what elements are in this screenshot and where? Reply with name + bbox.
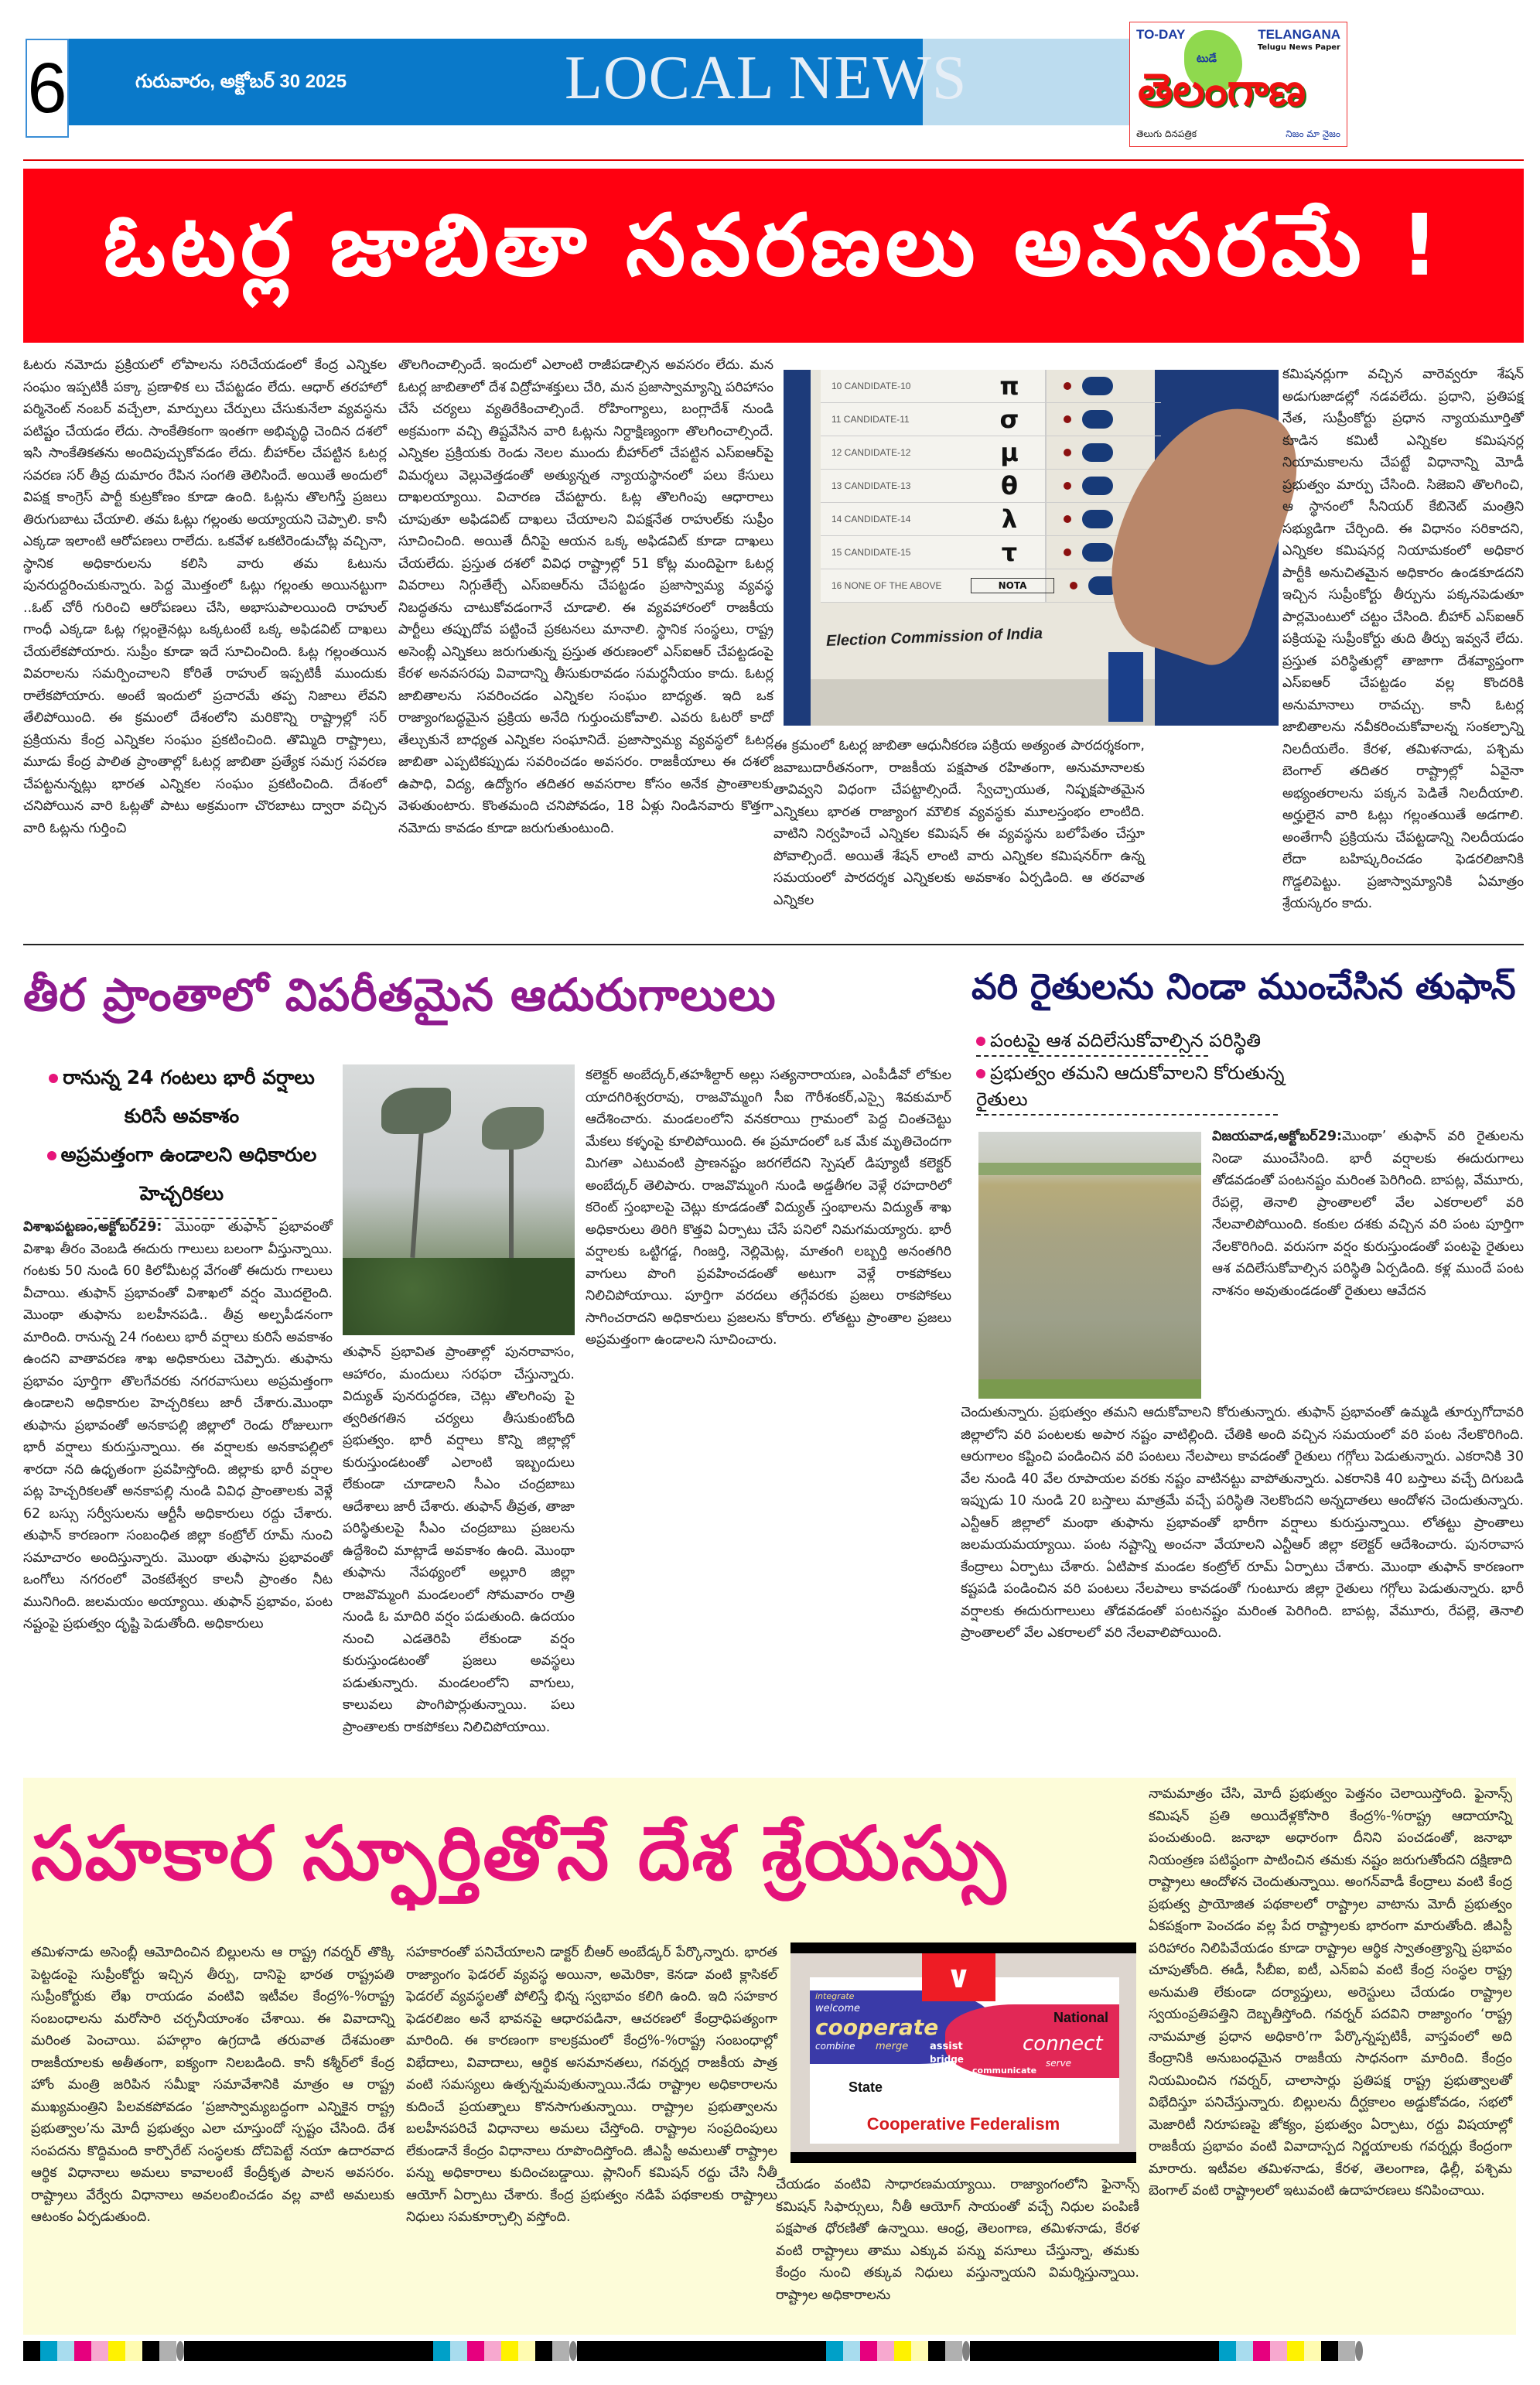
evm-symbol: μ [1000,438,1019,467]
evm-candidate-label: 16 NONE OF THE ABOVE [831,580,942,591]
article4-column-2 [406,1942,777,2332]
article3-column-1 [1212,1126,1524,1381]
cyclone-photo [343,1064,575,1335]
registration-swatch [826,2341,843,2361]
word-cloud-welcome: welcome [815,2003,861,2014]
evm-vote-button [1082,410,1113,429]
evm-candidate-row [821,436,1161,470]
evm-symbol: π [999,371,1019,401]
subhead-text: అప్రమత్తంగా ఉండాలని అధికారుల హెచ్చరికలు [60,1143,317,1204]
registration-swatch [57,2341,74,2361]
article1-column-2 [398,354,773,927]
article2-subheads [27,1058,336,1219]
registration-swatch [484,2341,501,2361]
article2-column-2 [343,1341,575,1735]
word-cloud-integrate: integrate [815,1991,855,2001]
logo-telangana: TELANGANA [1258,27,1340,42]
registration-swatch [1321,2341,1338,2361]
registration-swatch [467,2341,484,2361]
article4-column-3 [776,2174,1139,2332]
evm-candidate-row [821,536,1161,569]
word-cloud-assist: assist [930,2041,963,2052]
label-state: State [849,2079,883,2095]
article4-column-4 [1149,1783,1512,2332]
evm-vote-button [1082,377,1113,395]
registration-swatch [74,2341,91,2361]
evm-lamp [1064,515,1071,523]
registration-swatch [450,2341,467,2361]
paddy-field-photo [978,1132,1201,1399]
registration-swatch [91,2341,108,2361]
image-title: Cooperative Federalism [866,2114,1060,2134]
registration-swatch [433,2341,450,2361]
article4-text: చేయడం వంటివి సాధారణమయ్యాయి. రాజ్యాంగంలోని ఫైనాన్స్ కమిషన్ సిఫార్సులు, నీతీ ఆయోగ్ సాయంతో వచ్చే నిధుల పంపిణీ పక్షపాత ధోరణితో ఉన్నాయి. ఆంధ్ర, తెలంగాణ, తమిళనాడు, కేరళ వంటి రాష్ట్రాలు తాము ఎక్కువ పన్ను వసూలు చేస్తున్నా, తమకు కేంద్రం నుంచి తక్కువ నిధులు వస్తున్నాయని విమర్శిస్తున్నాయి. రాష్ట్రాల అధికారాలను [776,2177,1139,2303]
logo-name: తెలంగాణ [1138,63,1306,116]
article4-text: నామమాత్రం చేసి, మోదీ ప్రభుత్వం పెత్తనం చెలాయిస్తోంది. ఫైనాన్స్ కమిషన్ ప్రతి అయిదేళ్లకోసారి కేంద్ర%-%రాష్ట్ర ఆదాయాన్ని పంచుతుంది. జనాభా అధారంగా దీనిని పంచడంతో, జనాభా నియంత్రణ పటిష్ఠంగా పాటించిన తమకు నష్టం జరుగుతోందని దక్షిణాది రాష్ట్రాలు ఆందోళన చెందుతున్నాయి. అంగన్‌వాడీ కేంద్రాలు వంటి కేంద్ర ప్రభుత్వ ప్రాయోజిత పథకాలలో రాష్ట్రాల వాటాను మోదీ ప్రభుత్వం ఏకపక్షంగా పెంచడం వల్ల పేద రాష్ట్రాలకు భారంగా మారుతోంది. జీఎస్టీ పరిహారం నిలిపివేయడం కూడా రాష్ట్రాల ఆర్థిక స్వాతంత్ర్యాన్ని ప్రభావం చూపుతోంది. ఈడీ, సీబీఐ, ఐటీ, ఎన్ఐఏ వంటి కేంద్ర సంస్థల రాష్ట్ర అనుమతి లేకుండా దర్యాప్తులు, అరెస్టులు చేయడం రాష్ట్రాల స్వయంప్రతిపత్తిని దెబ్బతీస్తోంది. గవర్నర్ పదవిని రాజ్యాంగం ‘రాష్ట్ర నామమాత్ర ప్రధాన అధికారి’గా పేర్కొన్నప్పటికీ, వాస్తవంలో అది కేంద్రానికి అనుబంధమైన రాజకీయ సాధనంగా మారింది. కేంద్రం నియమించిన గవర్నర్, చాలాసార్లు ప్రతిపక్ష రాష్ట్ర ప్రభుత్వాలతో విభేదిస్తూ పనిచేస్తున్నారు. బిల్లులను దీర్ఘకాలం అడ్డుకోవడం, సభలో మెజారిటీ నిరూపణపై జోక్యం, ప్రభుత్వం ఏర్పాటు, రద్దు విషయాల్లో రాజకీయ ప్రభావం వంటి వివాదాస్పద నిర్ణయాలకు గవర్నర్లు కేంద్రంగా మారారు. ఇటీవల తమిళనాడు, కేరళ, తెలంగాణ, ఢిల్లీ, పశ్చిమ బెంగాల్ వంటి రాష్ట్రాలలో ఇటువంటి ఉదాహరణలు కనిపించాయి. [1149,1786,1512,2199]
word-cloud-serve: serve [1046,2058,1072,2069]
registration-swatch [569,2341,577,2361]
article4-headline: సహకార స్ఫూర్తితోనే దేశ శ్రేయస్సు [31,1810,1008,1897]
registration-swatch [860,2341,877,2361]
evm-vote-button [1082,543,1113,562]
registration-swatch [176,2341,184,2361]
article1-text: తొలగించాల్సిందే. ఇందులో ఎలాంటి రాజీపడాల్సిన అవసరం లేదు. మన ఓటర్ల జాబితాలో దేశ విద్రోహశక్తులు చేరి, మన ప్రజాస్వామ్యాన్ని పరిహాసం చేసే చర్యలు వ్యతిరేకించాల్సిందే. రోహింగ్యాలు, బంగ్లాదేశ్ నుండి అక్రమంగా వచ్చి తిష్టవేసిన వారి ఓట్లను నిర్దాక్షిణ్యంగా తొలగించాల్సిందే. ఎన్నికల ప్రక్రియకు రెండు నెలల ముందు బీహార్‌లో చేపట్టిన ఎస్‌ఐఆర్‌పై విమర్శలు వెల్లువెత్తడంతో అత్యున్నత న్యాయస్థానంలో పలు కేసులు దాఖలయ్యాయి. విచారణ చేపట్టారు. ఓట్ల తొలగింపు ఆధారాలు చూపుతూ అఫిడవిట్ దాఖలు చేయాలని విపక్షనేత రాహుల్‌కు సుప్రీం సూచించింది. అయితే దీనిపై ఆయన ఒక్క అఫిడవిట్ కూడా దాఖలు చేయలేదు. ప్రస్తుత దశలో వివిధ రాష్ట్రాల్లో 51 కోట్ల మందిపైగా ఓటర్ల వివరాలు నిగ్గుతేల్చే ఎస్‌ఐఆర్‌ను చేపట్టడం ప్రజాస్వామ్య వ్యవస్థ నిబద్ధతను చాటుకోవడంగానే చూడాలి. ఈ వ్యవహారంలో రాజకీయ పార్టీలు తప్పుదోవ పట్టించే ప్రకటనలు మానాలి. స్థానిక సంస్థలు, రాష్ట్ర అసెంబ్లీ ఎన్నికలు జరుగుతున్న ప్రస్తుత తరుణంలో ఎస్‌ఐఆర్ చేపట్టడంపై కేరళ అనవసరపు వివాదాన్ని తీసుకురావడం సమర్థనీయం కాదు. ఓటర్ల జాబితాలను సవరించడం ఎన్నికల సంఘం బాధ్యత. ఇది ఒక రాజ్యాంగబద్ధమైన ప్రక్రియ అనేది గుర్తుంచుకోవాలి. ఎవరు ఓటరో కాదో తేల్చుకునే బాధ్యత ఎన్నికల సంఘానిదే. ప్రజాస్వామ్య వ్యవస్థలో ఓటర్ల జాబితా ఎప్పటికప్పుడు సవరించడం అవసరం. రాజకీయాలు ఈ దశలో ఉపాధి, విద్య, ఉద్యోగం తదితర అవసరాల కోసం అనేక ప్రాంతాలకు వెళుతుంటారు. కొంతమంది చనిపోవడం, 18 ఏళ్లు నిండినవారు కొత్తగా నమోదు కావడం కూడా జరుగుతుంటుంది. [398,357,773,836]
bullet-icon [976,1037,985,1046]
label-national: National [1053,2010,1109,2025]
article3-text: మొంథా’ తుఫాన్ వరి రైతులను నిండా ముంచేసింది. భారీ వర్షాలకు ఈదురుగాలు తోడవడంతో పంటనష్టం మరింత పెరిగింది. బాపట్ల, వేమూరు, రేపల్లె, తెనాలి ప్రాంతాలలో వేల ఎకరాలలో వరి నేలవాలిపోయింది. కంకుల దశకు వచ్చిన వరి పంట పూర్తిగా నేలకొరిగింది. వరుసగా వర్షం కురుస్తుండంతో పంటపై రైతులు ఆశ వదిలేసుకోవాల్సిన పరిస్థితి ఏర్పడింది. కళ్ల ముందే పంట నాశనం అవుతుండడంతో రైతులు ఆవేదన [1212,1129,1524,1299]
article4-column-1 [31,1942,394,2332]
logo-subtitle: Telugu News Paper [1257,43,1340,52]
evm-candidate-row [821,470,1161,503]
article3-column-2 [961,1402,1524,1711]
article3-dateline: విజయవాడ,అక్టోబర్29: [1212,1129,1343,1144]
article2-text: తుఫాన్ ప్రభావిత ప్రాంతాల్లో పునరావాసం, ఆహారం, మందులు సరఫరా చేస్తున్నారు. విద్యుత్ పునరుద్ధరణ, చెట్లు తొలగింపు పై త్వరితగతిన చర్యలు తీసుకుంటోంది ప్రభుత్వం. భారీ వర్షాలు కొన్ని జిల్లాల్లో కురుస్తుండటంతో ఎలాంటి ఇబ్బందులు లేకుండా చూడాలని సీఎం చంద్రబాబు ఆదేశాలు జారీ చేశారు. తుఫాన్ తీవ్రత, తాజా పరిస్థితులపై సీఎం చంద్రబాబు ప్రజలను ఉద్దేశించి మాట్లాడే అవకాశం ఉంది. మొంథా తుఫాను నేపథ్యంలో అల్లూరి జిల్లా రాజవొమ్మంగి మండలంలో సోమవారం రాత్రి నుండి ఓ మాదిరి వర్షం పడుతుంది. ఉదయం నుంచి ఎడతెరిపి లేకుండా వర్షం కురుస్తుండటంతో ప్రజలు అవస్థలు పడుతున్నారు. మండలంలోని వాగులు, కాలువలు పొంగిపొర్లుతున్నాయి. పలు ప్రాంతాలకు రాకపోకలు నిలిచిపోయాయి. [343,1345,575,1735]
registration-swatch [1236,2341,1253,2361]
bullet-icon [976,1069,985,1078]
page-number: 6 [26,39,69,138]
evm-vote-button [1082,510,1113,528]
article3-headline: వరి రైతులను నిండా ముంచేసిన తుఫాన్ [971,965,1516,1007]
registration-swatch [159,2341,176,2361]
evm-candidate-label: 12 CANDIDATE-12 [831,447,911,458]
registration-black-block [970,2341,1202,2361]
registration-swatch [945,2341,962,2361]
evm-vote-button [1082,477,1113,495]
registration-swatch [1219,2341,1236,2361]
registration-swatch [1253,2341,1270,2361]
subhead-text: ప్రభుత్వం తమని ఆదుకోవాలని కోరుతున్న రైతులు [976,1062,1285,1110]
print-registration-bar [23,2341,1516,2361]
evm-lamp [1064,548,1071,556]
registration-swatch [1202,2341,1219,2361]
article2-column-1 [23,1216,333,1711]
registration-black-block [184,2341,416,2361]
evm-candidate-label: 11 CANDIDATE-11 [831,414,910,425]
subhead-text: రానున్న 24 గంటలు భారీ వర్షాలు కురిసే అవకాశం [63,1066,315,1127]
article4-text: సహకారంతో పనిచేయాలని డాక్టర్ బీఆర్ అంబేడ్కర్ పేర్కొన్నారు. భారత రాజ్యాంగం ఫెడరల్ వ్యవస్థ అయినా, అమెరికా, కెనడా వంటి క్లాసికల్ ఫెడరల్ వ్యవస్థలతో పోలిస్తే భిన్న స్వభావం కలిగి ఉంది. ఇది సహకార ఫెడరలిజం అనే భావనపై ఆధారపడినా, ఆచరణలో కేంద్రాధిపత్యంగా మారింది. ఈ కారణంగా కాలక్రమంలో కేంద్ర%-%రాష్ట్ర సంబంధాల్లో విభేదాలు, వివాదాలు, ఆర్థిక అసమానతలు, గవర్నర్ల రాజకీయ పాత్ర వంటి సమస్యలు ఉత్పన్నమవుతున్నాయి.నేడు రాష్ట్రాల అధికారాలను కుదించే ప్రయత్నాలు కొనసాగుతున్నాయి. రాష్ట్రాల ప్రభుత్వాలను బలహీనపరిచే విధానాలు అమలు చేస్తోంది. రాష్ట్రాల సంప్రదింపులు లేకుండానే కేంద్రం విధానాలు రూపొందిస్తోంది. జీఎస్టీ అమలుతో రాష్ట్రాల పన్ను అధికారాలు కుదించబడ్డాయి. ప్లానింగ్ కమిషన్ రద్దు చేసి నీతీ ఆయోగ్ ఏర్పాటు చేశారు. కేంద్ర ప్రభుత్వం నడిపే పథకాలకు రాష్ట్రాలు నిధులు సమకూర్చాల్సి వస్తోంది. [406,1945,777,2225]
registration-swatch [416,2341,433,2361]
registration-swatch [809,2341,826,2361]
registration-swatch [928,2341,945,2361]
evm-symbol: θ [1001,471,1018,501]
evm-lamp [1064,382,1071,390]
evm-lamp [1064,482,1071,490]
article1-column-1 [23,354,387,927]
logo-tag-left: తెలుగు దినపత్రిక [1136,128,1197,139]
registration-swatch [1287,2341,1304,2361]
article3-subhead [976,1060,1316,1112]
article1-headline: ఓటర్ల జాబితా సవరణలు అవసరమే ! [23,169,1524,343]
article1-text: కమిషనర్లుగా వచ్చిన వారెవ్వరూ శేషన్ అడుగుజాడల్లో నడవలేదు. ప్రధాని, ప్రతిపక్ష నేత, సుప్రీంకోర్టు ప్రధాన న్యాయమూర్తితో కూడిన కమిటీ ఎన్నికల కమిషనర్ల నియామకాలను చేపట్టే విధానాన్ని మోడీ ప్రభుత్వం మార్పు చేసింది. సిజెఐని తొలగించి, ఆ స్థానంలో సీనియర్ కేబినెట్ మంత్రిని సభ్యుడిగా చేర్చింది. ఈ విధానం సరికాదని, ఎన్నికల కమిషనర్ల నియామకంలో అధికార పార్టీకి అనుచితమైన అధికారం ఉండకూడదని ఇచ్చిన సుప్రీంకోర్టు తీర్పును పక్కనపెడుతూ పార్లమెంటులో చట్టం చేసింది. బీహార్ ఎస్‌ఐఆర్ పక్రియపై సుప్రీంకోర్టు తుది తీర్పు ఇవ్వనే లేదు. ప్రస్తుత పరిస్థితుల్లో తాజాగా దేశవ్యాప్తంగా ఎస్‌ఐఆర్ చేపట్టడం వల్ల కొందరికి అనుమానాలు రావచ్చు. కానీ ఓటర్ల జాబితాలను నవీకరించుకోవాలన్న సంకల్పాన్ని నిలదీయలేం. కేరళ, తమిళనాడు, పశ్చిమ బెంగాల్ తదితర రాష్ట్రాల్లో ఏవైనా అభ్యంతరాలను పక్కన పెడితే నిలదీయాలి. అర్హులైన వారి ఓట్లు గల్లంతయితే అడగాలి. అంతేగానీ ప్రక్రియను చేపట్టడాన్ని నిలదీయడం లేదా బహిష్కరించడం ఫెడరలిజానికి గొడ్డలిపెట్టు. ప్రజాస్వామ్యానికి ఏమాత్రం శ్రేయస్కరం కాదు. [1282,367,1524,911]
registration-swatch [843,2341,860,2361]
article2-subhead [27,1058,336,1136]
article4-text: తమిళనాడు అసెంబ్లీ ఆమోదించిన బిల్లులను ఆ రాష్ట్ర గవర్నర్ తొక్కి పెట్టడంపై సుప్రీంకోర్టు ఇచ్చిన తీర్పు, దానిపై భారత రాష్ట్రపతి సుప్రీంకోర్టుకు లేఖ రాయడం వంటివి ఇటీవల కేంద్ర%-%రాష్ట్ర సంబంధాలను మరోసారి చర్చనీయాంశం చేశాయి. ఈ వివాదాన్ని మరింత పెంచాయి. పహల్గాం ఉగ్రదాడి తరువాత దేశమంతా రాజకీయాలకు అతీతంగా, ఐక్యంగా నిలబడింది. కానీ కశ్మీర్‌లో కేంద్ర హోం మంత్రి జరిపిన సమీక్షా సమావేశానికి మాత్రం ఆ రాష్ట్ర ముఖ్యమంత్రిని పిలవకపోవడం ‘ప్రజాస్వామ్యబద్ధంగా ఎన్నికైన రాష్ట్ర ప్రభుత్వాల’ను మోదీ ప్రభుత్వం ఎలా చూస్తుందో స్పష్టం చేసింది. దేశ సంపదను కొద్దిమంది కార్పొరేట్ సంస్థలకు దోచిపెట్టే నయా ఉదారవాద ఆర్థిక విధానాలు అమలు కావాలంటే కేంద్రీకృత పాలన అవసరం. రాష్ట్రాలు వేర్వేరు విధానాలు అవలంబించడం వల్ల వాటి అమలుకు ఆటంకం ఏర్పడుతుంది. [31,1945,394,2225]
registration-swatch [108,2341,125,2361]
registration-swatch [142,2341,159,2361]
evm-candidate-row [821,503,1161,536]
evm-candidate-label: 14 CANDIDATE-14 [831,514,911,524]
word-cloud-merge: merge [876,2041,909,2052]
dashed-divider [976,1114,1278,1116]
article3-subheads [976,1027,1316,1116]
word-cloud-bridge: bridge [930,2054,964,2065]
cooperative-federalism-image [790,1943,1136,2163]
divider [23,944,1524,945]
logo-tag-right: నిజం మా నైజం [1286,128,1340,139]
evm-candidate-row [821,370,1161,403]
issue-date: గురువారం, అక్టోబర్ 30 2025 [135,71,347,92]
article3-subhead [976,1027,1316,1054]
evm-candidate-label: 10 CANDIDATE-10 [831,381,911,391]
evm-symbol: λ [1001,504,1018,534]
registration-swatch [911,2341,928,2361]
article2-dateline: విశాఖపట్టణం,అక్టోబర్29: [23,1219,162,1235]
registration-swatch [894,2341,911,2361]
article2-column-3 [586,1064,951,1711]
evm-lamp [1070,582,1077,589]
section-title: LOCAL NEWS [565,44,968,112]
evm-candidate-label: 15 CANDIDATE-15 [831,547,911,558]
registration-swatch [1304,2341,1321,2361]
registration-swatch [552,2341,569,2361]
registration-black-block [577,2341,809,2361]
evm-lamp [1064,449,1071,456]
bullet-icon [49,1074,58,1083]
article2-text: కలెక్టర్ అంబేద్కర్,తహశీల్దార్ అల్లు సత్యనారాయణ, ఎంపీడీవో లోకుల యాదగిరిశ్వరరావు, రాజవొమ్మంగి సీఐ గౌరీశంకర్,ఎస్సై శివకుమార్ ఆదేశించారు. మండలంలోని వనకరాయి గ్రామంలో పెద్ద చింతచెట్టు మేకలు కళ్ళంపై కూలిపోయింది. ఈ ప్రమాదంలో ఒక మేక మృతిచెందగా మిగతా ఎటువంటి ప్రాణనష్టం జరగలేదని స్పెషల్ డిప్యూటీ కలెక్టర్ అంబేద్కర్ తెలిపారు. రాజవొమ్మంగి నుండి అడ్డతీగల వెళ్లే రహదారిలో కరెంట్ స్తంభాలపై చెట్లు కూడడంతో విద్యుత్ స్తంభాలను విద్యుత్ శాఖ అధికారులు తిరిగి కొత్తవి ఏర్పాటు చేసే పనిలో నిమగమయ్యారు. భారీ వర్షాలకు ఒట్టిగడ్డ, గింజర్తి, నెల్లిమెట్ల, మాతంగి లబ్బర్తి అనంతగిరి వాగులు పొంగి ప్రవహించడంతో అటుగా వెళ్లే రాకపోకలు నిలిచిపోయాయి. పూర్తిగా వరదలు తగ్గేవరకు ప్రజలు రాకపోకలు సాగించరాదని అధికారులు ప్రజలను కోరారు. లోతట్టు ప్రాంతాల ప్రజలు అప్రమత్తంగా ఉండాలని సూచించారు. [586,1068,951,1348]
article2-subhead [27,1136,336,1213]
logo-overlay: టుడే [1197,53,1217,65]
article2-headline: తీర ప్రాంతాలో విపరీతమైన ఆదురుగాలులు [23,969,777,1021]
divider [23,159,1524,161]
evm-label: Election Commission of India [825,625,1043,650]
registration-swatch [518,2341,535,2361]
dashed-divider [976,1055,1208,1057]
article3-text: చెందుతున్నారు. ప్రభుత్వం తమని ఆదుకోవాలని కోరుతున్నారు. తుఫాన్ ప్రభావంతో ఉమ్మడి తూర్పుగోదావరి జిల్లాలోని వరి పంటలకు అపార నష్టం వాటిల్లింది. చేతికి అంది వచ్చిన సమయంలో వరి పంట నేలకొరిగింది. ఆరుగాలం కష్టించి పండించిన వరి పంటలు నేలపాలు కావడంతో రైతులు గగ్గోలు పెడుతున్నారు. ఎకరానికి 30 వేల నుండి 40 వేల రూపాయల వరకు నష్టం వాటినట్టు వాపోతున్నారు. ఎకరానికి 40 బస్తాలు వచ్చే దిగుబడి ఇప్పుడు 10 నుండి 20 బస్తాలు మాత్రమే వచ్చే పరిస్థితి నెలకొందని అన్నదాతలు ఆందోళన చెందుతున్నారు. ఎన్టీఆర్ జిల్లాలో మంథా తుఫాను ప్రభావంతో భారీగా వర్షాలు కురుస్తున్నాయి. లోతట్టు ప్రాంతాలు జలమయమయ్యాయి. పంట నష్టాన్ని అంచనా వేయాలని ఎన్టీఆర్ జిల్లా కలెక్టర్ ఆదేశించారు. పునరావాస కేంద్రాలు ఏర్పాటు చేశారు. ఏటిపాక మండల కంట్రోల్ రూమ్ ఏర్పాటు చేశారు. మొంథా తుఫాన్ కారణంగా కష్టపడి పండించిన వరి పంటలు నేలపాలు కావడంతో గుంటూరు జిల్లా రైతులు గగ్గోలు పెడుతున్నారు. భారీ వర్షాలకు ఈదురుగాలులు తోడవడంతో పంటనష్టం మరింత పెరిగింది. బాపట్ల, వేమూరు, రేపల్లె, తెనాలి ప్రాంతాలలో వేల ఎకరాలలో వరి నేలవాలిపోయింది. [961,1405,1524,1641]
registration-swatch [1338,2341,1355,2361]
bullet-icon [47,1151,56,1160]
registration-swatch [535,2341,552,2361]
logo-today: TO-DAY [1136,27,1186,42]
evm-candidate-row [821,569,1161,603]
evm-symbol: NOTA [971,578,1054,593]
evm-symbol: τ [1001,538,1018,567]
evm-photo [784,370,1279,726]
registration-swatch [1270,2341,1287,2361]
evm-lamp [1064,415,1071,423]
registration-swatch [125,2341,142,2361]
article1-text: ఈ క్రమంలో ఓటర్ల జాబితా ఆధునీకరణ పక్రియ అత్యంత పారదర్శకంగా, జవాబుదారీతనంగా, రాజకీయ పక్షపాత రహితంగా, అనుమానాలకు తావివ్వని విధంగా చేపట్టాల్సిందే. స్వేచ్ఛాయుత, నిష్పక్షపాతమైన ఎన్నికలు భారత రాజ్యాంగ మౌలిక వ్యవస్థకు మూలస్తంభం లాంటిది. వాటిని నిర్వహించే ఎన్నికల కమిషన్ ఈ వ్యవస్థను బలోపేతం చేస్తూ పోవాల్సిందే. అయితే శేషన్ లాంటి వారు ఎన్నికల కమిషనర్‌గా ఉన్న సమయంలో పారదర్శక ఎన్నికలకు అవకాశం ఏర్పడింది. ఆ తరవాత ఎన్నికల [773,738,1145,908]
evm-vote-button [1082,443,1113,462]
evm-symbol: σ [999,405,1019,434]
article1-column-4 [1282,364,1524,927]
article1-text: ఓటరు నమోదు ప్రక్రియలో లోపాలను సరిచేయడంలో కేంద్ర ఎన్నికల సంఘం ఇప్పటికీ పక్కా ప్రణాళిక లు చేపట్టడం లేదు. ఆధార్ తరహాలో పర్మినెంట్ నంబర్ వచ్చేలా, మార్పులు చేర్పులు చేసుకునేలా వ్యవస్థను పటిష్టం చేయడం లేదు. సాంకేతికంగా ఇంతగా అభివృద్ధి చెందిన దశలో ఇసి సాంకేతికతను అందిపుచ్చుకోవడం లేదు. బీహార్‌ల చేపట్టిన ఓటర్ల సవరణ సర్ తీవ్ర దుమారం రేపిన సంగతి తెలిసిందే. అయితే అందులో విపక్ష కాంగ్రెస్ పార్టీ కుట్రకోణం కూడా ఉంది. ఓట్లను తొలగిస్తే ప్రజలు తిరుగుబాటు చేయాలి. తమ ఓట్లు గల్లంతు అయ్యాయని చెప్పాలి. కానీ ఎక్కడా ఇలాంటి ఆరోపణలు రాలేదు. ఒకవేళ ఒకటిరెండుచోట్ల వచ్చినా, స్థానిక అధికారులను కలిసి వారు తమ ఓటును పునరుద్దరించుకున్నారు. పెద్ద మొత్తంలో ఓట్లు గల్లంతు అయినట్టుగా ..ఓట్ చోరీ గురించి ఆరోపణలు చేసి, అభాసుపాలయింది రాహుల్ గాంధీ ఎక్కడా ఓట్ల గల్లంతైనట్లు ఒక్కటంటే ఒక్క అఫిడవిట్ దాఖలు చేయలేకపోయారు. సుప్రీం కూడా ఇదే సూచించింది. ఓట్ల గల్లంతయిన వివరాలను సమర్పించాలని కోరితే రాహుల్ ఇప్పటికీ ముందుకు రాలేకపోయారు. అంటే ఇందులో ప్రచారమే తప్ప నిజాలు లేవని తేలిపోయింది. ఈ క్రమంలో దేశంలోని మరికొన్ని రాష్ట్రాల్లో సర్ ప్రక్రియను కేంద్ర ఎన్నికల సంఘం ప్రకటించింది. తొమ్మిది రాష్ట్రాలు, మూడు కేంద్ర పాలిత ప్రాంతాల్లో ఓటర్ల జాబితా ప్రత్యేక సమగ్ర సవరణ చేపట్టనున్నట్లు భారత ఎన్నికల సంఘం ప్రకటించింది. దేశంలో చనిపోయిన వారి ఓట్లతో పాటు అక్రమంగా చొరబాటు ద్వారా వచ్చిన వారి ఓట్లను గుర్తించి [23,357,387,836]
evm-candidate-label: 13 CANDIDATE-13 [831,480,911,491]
registration-swatch [23,2341,40,2361]
registration-swatch [1355,2341,1363,2361]
registration-swatch [962,2341,970,2361]
chevron-down-icon: ∨ [922,1953,995,2001]
word-cloud-combine: combine [815,2041,855,2052]
word-cloud-communicate: communicate [972,2066,1037,2076]
registration-swatch [501,2341,518,2361]
newspaper-logo [1129,22,1347,147]
word-cloud-cooperate: cooperate [815,2014,939,2040]
subhead-text: పంటపై ఆశ వదిలేసుకోవాల్సిన పరిస్థితి [990,1030,1262,1051]
article1-column-3 [773,735,1145,924]
registration-swatch [877,2341,894,2361]
evm-candidate-row [821,403,1161,436]
article2-text: మొంథా తుఫాన్ ప్రభావంతో విశాఖ తీరం వెంబడి ఈదురు గాలులు బలంగా వీస్తున్నాయి. గంటకు 50 నుండి 60 కిలోమీటర్ల వేగంతో ఈదురు గాలులు వీచాయి. తుఫాన్ ప్రభావంతో విశాఖలో వర్షం మొదలైంది. మొంథా తుఫాను బలహీనపడి.. తీవ్ర అల్పపీడనంగా మారింది. రానున్న 24 గంటలు భారీ వర్షాలు కురిసే అవకాశం ఉందని వాతావరణ శాఖ అధికారులు చెప్పారు. తుఫాను ప్రభావం పూర్తిగా తొలగేవరకు నగరవాసులు అప్రమత్తంగా ఉండాలని అధికారుల హెచ్చరికలు జారీ చేశారు.మొంథా తుఫాను ప్రభావంతో అనకాపల్లి జిల్లాలో రెండు రోజులుగా భారీ వర్షాలు కురుస్తున్నాయి. ఈ వర్షాలకు అనకాపల్లిలో శారదా నది ఉధృతంగా ప్రవహిస్తోంది. జిల్లాకు భారీ వర్షాల పట్ల హెచ్చరికలతో అనకాపల్లి నుండి వివిధ ప్రాంతాలకు వెళ్లే 62 బస్సు సర్వీసులను ఆర్టీసీ అధికారులు రద్దు చేశారు. తుఫాన్ కారణంగా సంబంధిత జిల్లా కంట్రోల్ రూమ్ నుంచి సమాచారం అందిస్తున్నారు. మొంథా తుఫాను ప్రభావంతో ఒంగోలు నగరంలో వెంకటేశ్వర కాలనీ ప్రాంతం నీట మునిగింది. జలమయం అయ్యాయి. తుఫాన్ ప్రభావం, పంట నష్టంపై ప్రభుత్వం దృష్టి పెడుతోంది. అధికారులు [23,1219,333,1632]
registration-swatch [40,2341,57,2361]
word-cloud-connect: connect [1023,2032,1103,2055]
